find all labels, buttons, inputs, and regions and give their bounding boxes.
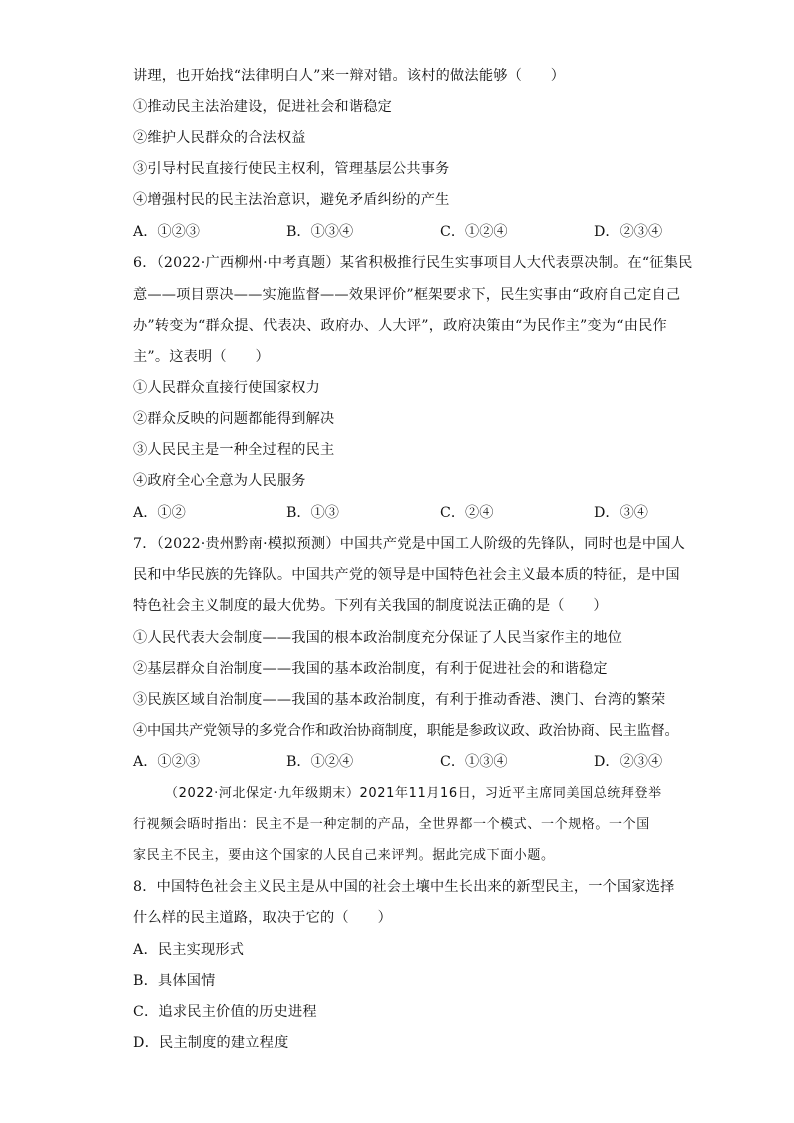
passage-line-2: 行视频会晤时指出：民主不是一种定制的产品，全世界都一个模式、一个规格。一个国 [133,817,650,832]
q6-option-a[interactable]: A．①② [133,505,186,521]
q6-stem-line-1: 6．（2022·广西柳州·中考真题）某省积极推行民生实事项目人大代表票决制。在“征集民 [133,255,693,271]
q6-statement-1: ①人民群众直接行使国家权力 [133,380,321,396]
q7-stem-line-2: 民和中华民族的先锋队。中国共产党的领导是中国特色社会主义最本质的特征，是中国 [133,567,680,583]
q6-option-b[interactable]: B．①③ [286,505,339,521]
q7-statement-1: ①人民代表大会制度——我国的根本政治制度充分保证了人民当家作主的地位 [133,630,623,646]
q5-statement-2: ②维护人民群众的合法权益 [133,130,306,146]
q8-stem-line-1: 8．中国特色社会主义民主是从中国的社会土壤中生长出来的新型民主，一个国家选择 [133,879,675,895]
q7-option-c[interactable]: C．①③④ [440,754,508,770]
q8-option-c[interactable]: C．追求民主价值的历史进程 [133,1004,317,1020]
q5-statement-4: ④增强村民的民主法治意识，避免矛盾纠纷的产生 [133,192,450,208]
q8-option-b[interactable]: B．具体国情 [133,973,216,989]
q6-statement-2: ②群众反映的问题都能得到解决 [133,411,335,427]
q5-statement-1: ①推动民主法治建设，促进社会和谐稳定 [133,99,392,115]
q7-option-b[interactable]: B．①②④ [286,754,354,770]
q5-statement-3: ③引导村民直接行使民主权利，管理基层公共事务 [133,161,450,177]
q7-statement-3: ③民族区域自治制度——我国的基本政治制度，有利于推动香港、澳门、台湾的繁荣 [133,692,666,708]
q5-stem-tail: 讲理，也开始找“法律明白人”来一辩对错。该村的做法能够（ ） [133,68,566,84]
q7-stem-line-1: 7．（2022·贵州黔南·模拟预测）中国共产党是中国工人阶级的先锋队，同时也是中国人 [133,536,686,552]
passage-line-1: （2022·河北保定·九年级期末）2021年11月16日，习近平主席同美国总统拜登举 [165,786,662,801]
q5-option-b[interactable]: B．①③④ [286,224,354,240]
q8-stem-line-2: 什么样的民主道路，取决于它的（ ） [133,910,392,926]
q6-option-c[interactable]: C．②④ [440,505,494,521]
q6-stem-line-2: 意——项目票决——实施监督——效果评价”框架要求下，民生实事由“政府自己定自己 [133,287,681,303]
q6-statement-3: ③人民民主是一种全过程的民主 [133,442,335,458]
q5-option-d[interactable]: D．②③④ [594,224,663,240]
q6-option-d[interactable]: D．③④ [594,505,648,521]
q6-stem-line-4: 主”。这表明（ ） [133,349,270,365]
q5-option-a[interactable]: A．①②③ [133,224,200,240]
q7-statement-4: ④中国共产党领导的多党合作和政治协商制度，职能是参政议政、政治协商、民主监督。 [133,723,679,739]
q6-statement-4: ④政府全心全意为人民服务 [133,473,306,489]
q7-statement-2: ②基层群众自治制度——我国的基本政治制度，有利于促进社会的和谐稳定 [133,661,608,677]
q8-option-d[interactable]: D．民主制度的建立程度 [133,1035,289,1051]
q8-option-a[interactable]: A．民主实现形式 [133,942,245,958]
q7-stem-line-3: 特色社会主义制度的最大优势。下列有关我国的制度说法正确的是（ ） [133,598,608,614]
q5-option-c[interactable]: C．①②④ [440,224,508,240]
passage-line-3: 家民主不民主，要由这个国家的人民自己来评判。据此完成下面小题。 [133,848,555,863]
q7-option-d[interactable]: D．②③④ [594,754,663,770]
q7-option-a[interactable]: A．①②③ [133,754,200,770]
q6-stem-line-3: 办”转变为“群众提、代表决、政府办、人大评”，政府决策由“为民作主”变为“由民作 [133,318,667,334]
